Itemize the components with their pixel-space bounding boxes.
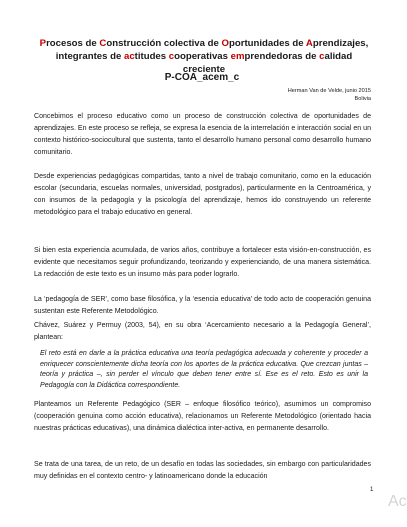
title-initial-letter: c (319, 51, 325, 62)
title-initial-letter: P (39, 38, 47, 49)
title-initial-letter: em (230, 51, 245, 62)
author-location: Bolivia (354, 96, 371, 102)
paragraph-3: Si bien esta experiencia acumulada, de varios años, contribuye a fortalecer esta visión-en-construcción, es evidente que necesitamos seguir profundizando, teorizando y experienciando, de una manera sistemática. La redacción de este texto es un insumo más para poder lograrlo. (34, 247, 371, 278)
document-title (34, 37, 374, 76)
title-text-segment: integrantes de (55, 51, 124, 62)
paragraph-6: Planteamos un Referente Pedagógico (SER – enfoque filosófico teórico), asumimos un compromiso (cooperación genuina como acción educativa), relacionamos un Referente Metodológico (orientado hacia nuestras prácticas educativas), una dinámica dialéctica inter-activa, en permanente desarrollo. (34, 401, 371, 432)
title-text-segment: titudes (134, 51, 169, 62)
watermark-text: Ac (388, 493, 407, 510)
paragraph-2: Desde experiencias pedagógicas compartidas, tanto a nivel de trabajo comunitario, como en la educación escolar (secundaria, escuelas normales, universidad, postgrados), particularmente en la Centroamérica, y con insumos de la pedagogía y la psicología del aprendizaje, hemos ido construyendo un referente metodológico para el trabajo educativo en general. (34, 173, 371, 216)
page-number: 1 (370, 487, 374, 493)
title-text-segment: prendizajes, (312, 38, 369, 49)
title-initial-letter: O (221, 38, 229, 49)
title-initial-letter: C (99, 38, 107, 49)
author-name-date: Herman Van de Velde, junio 2015 (287, 88, 371, 94)
author-block (171, 87, 371, 103)
title-text-segment: rocesos de (46, 38, 100, 49)
title-initial-letter: c (168, 51, 175, 62)
title-initial-letter: ac (123, 51, 135, 62)
paragraph-7: Se trata de una tarea, de un reto, de un desafío en todas las sociedades, sin embargo con particularidades muy definidas en el contexto centro- y latinoamericano donde la educación (34, 461, 371, 480)
title-text-segment: onstrucción colectiva de (106, 38, 222, 49)
block-quote: El reto está en darle a la práctica educativa una teoría pedagógica adecuada y coherente y proceder a enriquecer conscientemente dicha teoría con los aportes de la práctica educativa. Que crezcan juntas – teoría y práctica –, sin perder el vínculo que deben tener entre sí. Ese es el reto. Esto es unir la Pedagogía con la Didáctica correspondiente. (40, 350, 368, 389)
title-text-segment: portunidades de (228, 38, 306, 49)
title-text-segment: ooperativas (174, 51, 231, 62)
title-text-segment: prendedoras de (244, 51, 320, 62)
title-text-segment: alidad creciente (182, 51, 353, 75)
paragraph-1: Concebimos el proceso educativo como un proceso de construcción colectiva de oportunidades de aprendizajes. En este proceso se refleja, se expresa la esencia de la interrelación e interacción social en un contexto histórico-sociocultural que sustenta, tanto el desarrollo humano personal como desarrollo humano comunitario. (34, 113, 371, 156)
title-line-1 (34, 37, 374, 50)
paragraph-4: La ‘pedagogía de SER’, como base filosófica, y la ‘esencia educativa’ de todo acto de cooperación genuina sustentan este Referente Metodológico. (34, 296, 371, 315)
document-code: P-COA_acem_c (164, 72, 240, 83)
title-initial-letter: A (305, 38, 313, 49)
paragraph-5: Chávez, Suárez y Permuy (2003, 54), en su obra ‘Acercamiento necesario a la Pedagogía General’, plantean: (34, 322, 371, 341)
